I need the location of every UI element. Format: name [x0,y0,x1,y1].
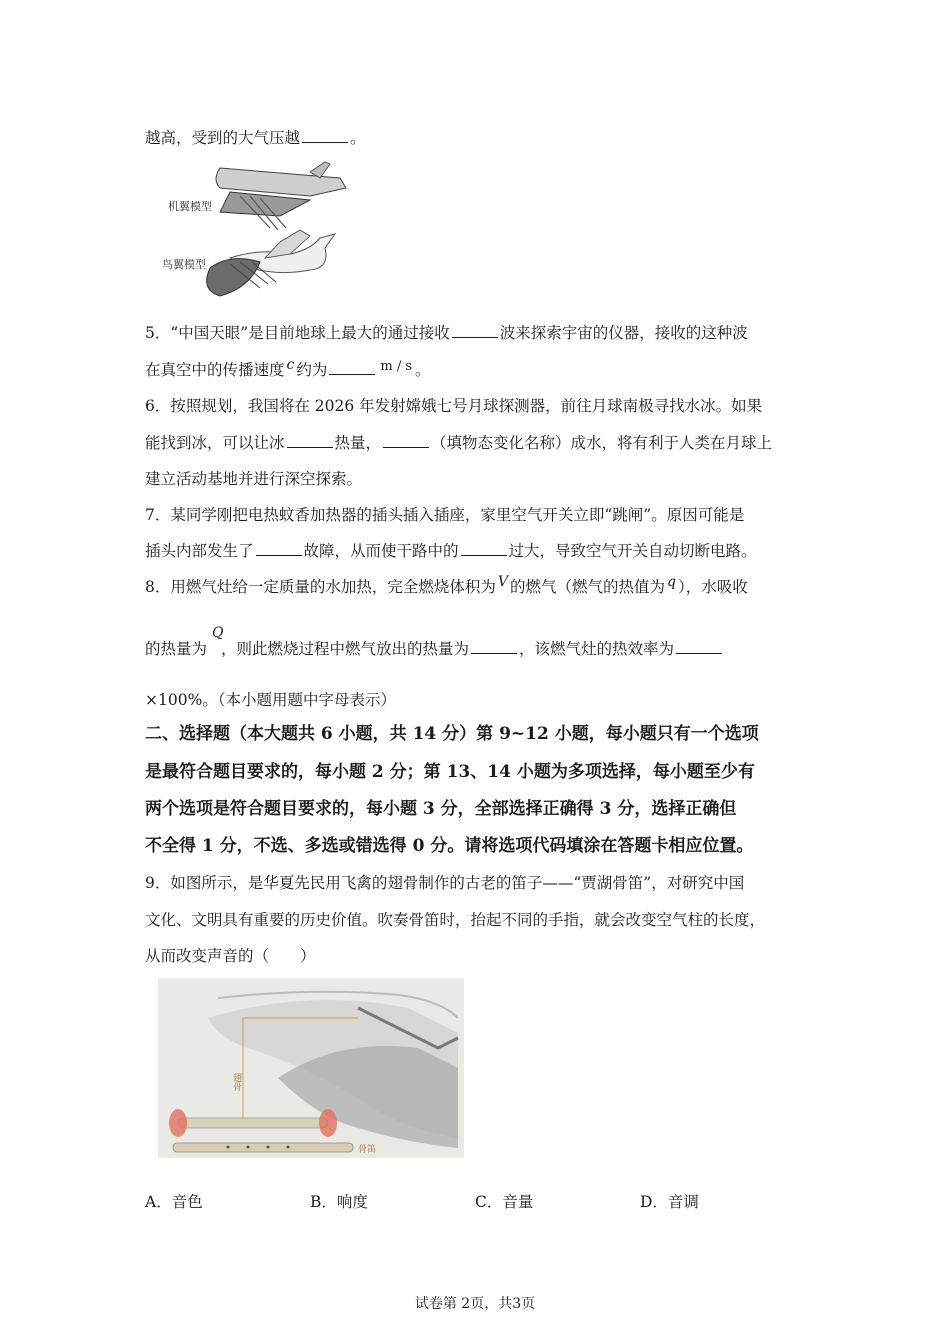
q6-line2 [145,433,772,453]
section2-line4: 不全得 1 分，不选、多选或错选得 0 分。请将选项代码填涂在答题卡相应位置。 [145,836,754,856]
q8-text-f: ，该燃气灶的热效率为 [519,640,675,658]
q6-blank-1[interactable] [287,446,333,448]
q6-line3: 建立活动基地并进行深空探索。 [145,470,363,488]
q5-text-c: 在真空中的传播速度 [145,361,285,379]
q7-line2 [145,541,757,561]
q5-line2 [145,357,431,382]
q5-blank-2[interactable] [329,373,375,375]
q6-blank-2[interactable] [383,446,429,448]
q5-text-d: 约为 [296,361,328,379]
q6-text-b: 热量， [334,434,382,452]
q7-blank-2[interactable] [461,554,507,556]
q7-text-c: 过大，导致空气开关自动切断电路。 [508,542,757,560]
q8-line2 [145,639,724,659]
q8-text-c: ），水吸收 [677,578,748,596]
section2-line2: 是最符合题目要求的，每小题 2 分；第 13、14 小题为多项选择，每小题至少有 [145,762,755,782]
q5-blank-1[interactable] [452,336,498,338]
wing-model-figure [160,158,350,298]
section2-line3: 两个选项是符合题目要求的，每小题 3 分，全部选择正确得 3 分，选择正确但 [145,799,737,819]
var-q: q [667,574,676,590]
q8-line3: ×100%。（本小题用题中字母表示） [145,691,397,709]
var-v: V [497,574,508,590]
option-c[interactable]: C．音量 [475,1193,534,1211]
q9-line3: 从而改变声音的（ ） [145,947,316,965]
page-footer: 试卷第 2页，共3页 [414,1296,536,1312]
q6-text-a: 能找到冰，可以让冰 [145,434,285,452]
option-a[interactable]: A．音色 [145,1193,203,1211]
q8-text-b: 的燃气（燃气的热值为 [510,578,666,596]
q5-text-b: 波来探索宇宙的仪器，接收的这种波 [499,324,748,342]
q5-end: 。 [415,361,431,379]
option-d[interactable]: D．音调 [640,1193,699,1211]
q9-line1: 9．如图所示，是华夏先民用飞禽的翅骨制作的古老的笛子——“贾湖骨笛”，对研究中国 [145,874,745,892]
q5-text-a: 5．“中国天眼”是目前地球上最大的通过接收 [145,324,450,342]
q7-text-b: 故障，从而使干路中的 [303,542,459,560]
wing-model-illustration [160,158,350,298]
q8-blank-1[interactable] [471,652,517,654]
q8-text-a: 8．用燃气灶给一定质量的水加热，完全燃烧体积为 [145,578,496,596]
q4-tail-line [145,128,366,148]
q6-line1: 6．按照规划，我国将在 2026 年发射嫦娥七号月球探测器，前往月球南极寻找水冰。如果 [145,397,763,415]
label-bird-wing: 鸟翼模型 [162,258,206,271]
bone-flute-figure [158,978,464,1158]
q5-unit: m / s [380,359,413,374]
option-b[interactable]: B．响度 [310,1193,368,1211]
q4-blank[interactable] [302,141,348,143]
q9-line2: 文化、文明具有重要的历史价值。吹奏骨笛时，抬起不同的手指，就会改变空气柱的长度， [145,911,766,929]
label-flute: 骨笛 [358,1145,377,1155]
q4-tail-end: 。 [350,129,366,147]
q8-text-e: ，则此燃烧过程中燃气放出的热量为 [221,640,470,658]
q8-line1 [145,574,748,598]
label-wingbone: 翅骨 [231,1073,241,1091]
q6-text-c: （填物态变化名称）成水，将有利于人类在月球上 [431,434,773,452]
q8-text-d: 的热量为 [145,640,208,658]
q8-blank-2[interactable] [676,652,722,654]
section2-line1: 二、选择题（本大题共 6 小题，共 14 分）第 9~12 小题，每小题只有一个选项 [145,724,759,744]
label-plane-wing: 机翼模型 [168,200,212,213]
var-c: c [286,357,295,373]
q4-tail-text: 越高，受到的大气压越 [145,129,301,147]
q7-blank-1[interactable] [256,554,302,556]
var-Q: Q [212,625,224,641]
q7-line1: 7．某同学刚把电热蚊香加热器的插头插入插座，家里空气开关立即“跳闸”。原因可能是 [145,506,745,524]
bone-flute-illustration [158,978,464,1158]
q7-text-a: 插头内部发生了 [145,542,254,560]
q5-line1 [145,323,748,343]
